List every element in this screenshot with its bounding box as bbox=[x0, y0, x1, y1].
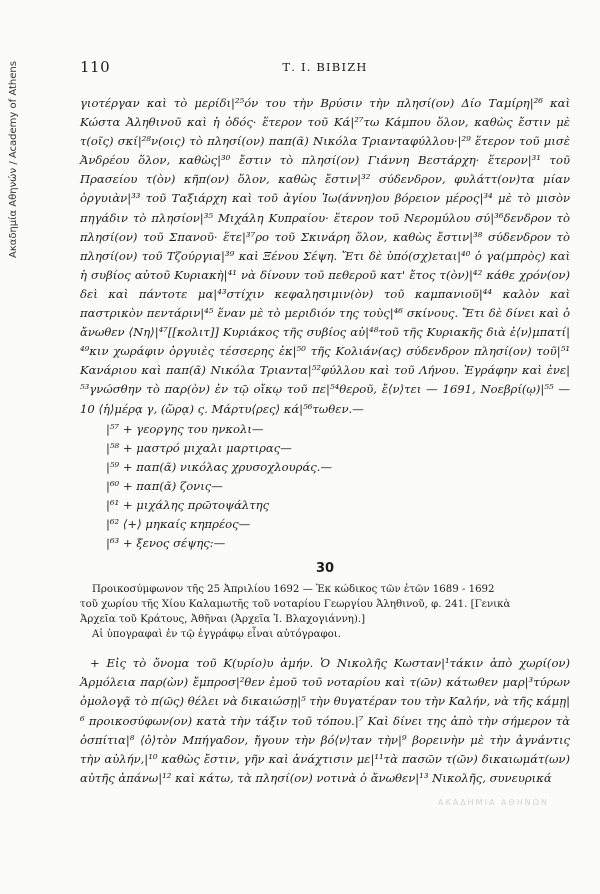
regest-line: τοῦ χωρίου τῆς Χίου Καλαμωτῆς τοῦ νοταρίου Γεωργίου Ἀληθινοῦ, φ. 241. [Γενικὰ bbox=[80, 599, 511, 611]
regest-line: Αἱ ὑπογραφαὶ ἐν τῷ ἐγγράφῳ εἶναι αὐτόγραφοι. bbox=[92, 629, 341, 641]
signature-line: |⁵⁸ + μαστρό μιχαλι μαρτιρας— bbox=[106, 440, 292, 455]
signature-line: |⁵⁹ + παπ(ᾶ) νικόλας χρυσοχλουράς.— bbox=[106, 459, 333, 474]
signature-list bbox=[106, 420, 570, 554]
signature-line: |⁶² ⟨+⟩ μηκαίς κηπρέος— bbox=[106, 517, 251, 532]
signature-line: |⁶¹ + μιχάλης πρῶτοψάλτης bbox=[106, 497, 270, 512]
archive-stamp: Ακαδημία Αθηνών / Academy of Athens bbox=[8, 61, 19, 259]
watermark: ΑΚΑΔΗΜΙΑ ΑΘΗΝΩΝ bbox=[438, 798, 549, 807]
document-30-text bbox=[80, 654, 570, 788]
running-head: Τ. Ι. ΒΙΒΙΖΗ bbox=[282, 60, 368, 74]
regest-line: Προικοσύμφωνον τῆς 25 Ἀπριλίου 1692 — Ἐκ κώδικος τῶν ἐτῶν 1689 - 1692 bbox=[92, 584, 495, 596]
page-header bbox=[80, 58, 570, 84]
document-29-text bbox=[80, 94, 570, 419]
body-paragraph: + Εἰς τὸ ὄνομα τοῦ Κ(υρίο)υ ἀμήν. Ὁ Νικολῆς Κωσταν|¹τάκιν ἀπὸ χωρί(ον) Ἁρμόλεια παρ(ὼν) ἔμπροσ|²θεν ἐμοῦ τοῦ νοταρίου καὶ τ(ῶν) κάτωθεν μαρ|³τύρων ὁμολογᾷ τὸ π(ῶς) θέλει νὰ δικαιώσῃ|⁵ τὴν θυγατέραν του τὴν Καλήν, νὰ τῆς κάμῃ|⁶ προικοσύφων(ον) κατὰ τὴν τάξιν τοῦ τόπου.|⁷ Καὶ δίνει της ἀπὸ τὴν σήμερον τὰ ὀσπίτια|⁸ ⟨ὀ⟩τὸν Μπήγαδον, ἤγουν τὴν βό⟨ν⟩ταν τὴν|⁹ βορεινὴν μὲ τὴν ἀγνάντις τὴν αὐλήν,|¹⁰ καθὼς ἔστιν, γῆν καὶ ἀνάχτισιν με|¹¹τὰ πασῶν τ(ῶν) δικαιωμάτ(ων) αὐτῆς ἀπάνω|¹² καὶ κάτω, τὰ πλησί(ον) νοτινὰ ὁ ἄνωθεν|¹³ Νικολῆς, συνευρικά bbox=[80, 656, 570, 785]
body-paragraph: γιοτέργαν καὶ τὸ μερίδι|²⁵όν του τὴν Βρύσιν τὴν πλησί(ον) Δίο Ταμίρη|²⁶ καὶ Κώστα Ἀληθινοῦ καὶ ἡ ὁδός· ἕτερον τοῦ Κά|²⁷τω Κάμπου ὅλον, καθὼς ἔστιν μὲ τ(οῖς) σκί|²⁸ν(οις) τὸ πλησί(ον) παπ(ᾶ) Νικόλα Τριανταφύλλου·|²⁹ ἕτερον τοῦ μισὲ Ἀνδρέου ὅλον, καθὼς|³⁰ ἔστιν τὸ πλησί(ον) Γιάννη Βεστάρχη· ἕτερον|³¹ τοῦ Πρασείου τ(ὸν) κῆπ(ον) ὅλον, καθὼς ἔστιν|³² σύδενδρον, φυλάττ(ον)τα μίαν ὀργυιὰν|³³ τοῦ Ταξιάρχη καὶ τοῦ ἁγίου Ἰω(άννη)ου βόρειον μέρος|³⁴ μὲ τὸ μισὸν πηγάδιν τὸ πλησίον|³⁵ Μιχάλη Κυπραίου· ἕτερον τοῦ Νερομύλου σύ|³⁶δενδρον τὸ πλησί(ον) τοῦ Σπανοῦ· ἕτε|³⁷ρο τοῦ Σκινάρη ὅλον, καθὼς ἔστιν|³⁸ σύδενδρον τὸ πλησί(ον) τοῦ Τζούργια|³⁹ καὶ Ξένου Σέψη. Ἔτι δὲ ὑπό(σχ)εται|⁴⁰ ὁ γα(μπρὸς) καὶ ἡ συβίος αὐτοῦ Κυριακὴ|⁴¹ νὰ δίνουν τοῦ πεθεροῦ κατ' ἔτος τ(ὸν)|⁴² κάθε χρόν(ον) δεὶ καὶ πάντοτε μα|⁴³στίχιν κεφαλησιμιν(ὸν) τοῦ καμπανιοῦ|⁴⁴ καλὸν καὶ παστρικὸν πεντάριν|⁴⁵ ἕναν μὲ τὸ μεριδιόν της τοὺς|⁴⁶ σκίνους. Ἔτι δὲ δίνει καὶ ὁ ἄνωθεν ⟨Νη⟩|⁴⁷[[κολιτ]] Κυριάκος τῆς συβίος αὐ|⁴⁸τοῦ τῆς Κυριακῆς διὰ ἐ⟨ν⟩μπατί|⁴⁹κιν χωράφιν ὀργυιὲς τέσσερης ἐκ|⁵⁰ τῆς Κολιάν(ας) σύδενδρον πλησί(ον) τοῦ|⁵¹ Κανάριου καὶ παπ(ᾶ) Νικόλα Τριαντα|⁵²φύλλου καὶ τοῦ Λήνου. Ἐγράφην καὶ ἐνε|⁵³γνώσθην τὸ παρ(ὸν) ἐν τῷ οἴκῳ τοῦ πε|⁵⁴θεροῦ, ἔ⟨ν⟩τει — 1691, Νοεβρί(ῳ)|⁵⁵ — 10 ⟨ἡ⟩μέρᾳ γ, (ὥρᾳ) ς. Μάρτυ⟨ρες⟩ κά|⁵⁶τωθεν.— bbox=[80, 96, 570, 416]
page-number: 110 bbox=[80, 58, 111, 76]
document-number: 30 bbox=[315, 561, 335, 577]
signature-line: |⁶³ + ξενος σέψης:— bbox=[106, 536, 226, 551]
page bbox=[80, 58, 570, 788]
signature-line: |⁵⁷ + γεοργης του ηνκολι— bbox=[106, 421, 264, 436]
regest-line: Ἀρχεῖα τοῦ Κράτους, Ἀθῆναι (Ἀρχεῖα Ἰ. Βλαχογιάννη).] bbox=[80, 614, 366, 626]
document-regest bbox=[80, 582, 570, 642]
signature-line: |⁶⁰ + παπ(ᾶ) ζονις— bbox=[106, 478, 223, 493]
